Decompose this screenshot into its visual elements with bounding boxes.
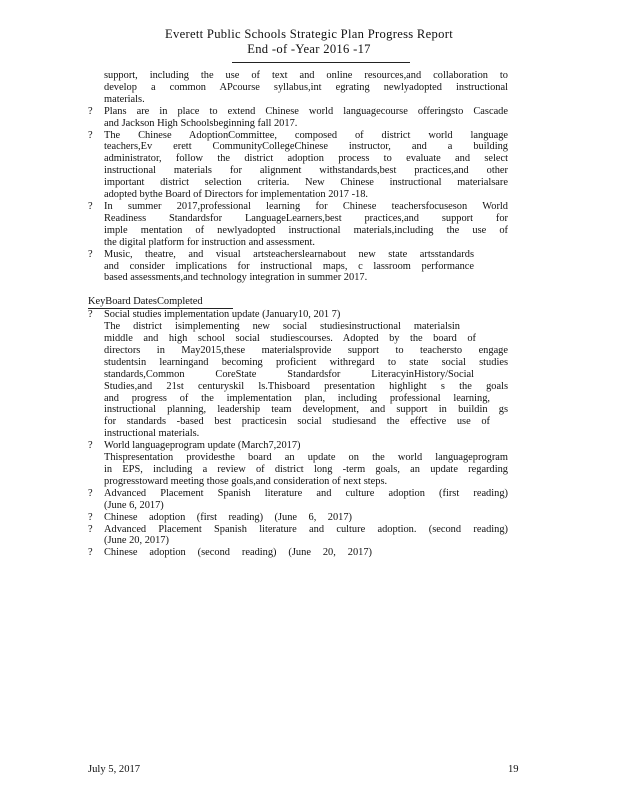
bullet-item <box>88 130 508 201</box>
bullet-marker: ? <box>88 523 93 535</box>
text-line: Chinese adoption (second reading) (June 20, 2017) <box>104 547 372 559</box>
bullet-item <box>88 106 508 130</box>
text-line: Social studies implementation update (January10, 201 7) <box>104 309 341 321</box>
text-line: teachers,Ev erett CommunityCollegeChinese instructor, and a building <box>104 141 508 153</box>
text-line: directors in May2015,these materialsprovide support to teachersto engage <box>104 344 508 356</box>
text-line: for standards -based best practicesin social studiesand the effective use of <box>104 416 490 428</box>
text-line: progresstoward meeting those goals,and consideration of next steps. <box>104 475 388 487</box>
text-line: Advanced Placement Spanish literature and culture adoption (first reading) <box>104 487 508 499</box>
text-line: Music, theatre, and visual artsteacherslearnabout new state artsstandards <box>104 248 474 260</box>
board-date-item <box>88 440 508 488</box>
text-line: and progress of the implementation plan, including professional learning, <box>104 392 490 404</box>
text-line: instructional materials for alignment withstandards,best practices,and other <box>104 165 508 177</box>
board-date-item <box>88 512 508 524</box>
text-line: Readiness Standardsfor LanguageLearners,best practices,and support for <box>104 212 508 224</box>
text-line: Chinese adoption (first reading) (June 6, 2017) <box>104 511 352 523</box>
bullet-item <box>88 201 508 249</box>
text-line: important district selection criteria. New Chinese instructional materialsare <box>104 177 508 189</box>
report-subtitle: End -of -Year 2016 -17 <box>247 42 371 56</box>
text-line: In summer 2017,professional learning for Chinese teachersfocuseson World <box>104 200 508 212</box>
text-line: Plans are in place to extend Chinese world languagecourse offeringsto Cascade <box>104 105 508 117</box>
text-line: imple mentation of newlyadopted instructional materials,including the use of <box>104 224 508 236</box>
text-line: The district isimplementing new social studiesinstructional materialsin <box>104 321 460 333</box>
text-line: based assessments,and technology integration in summer 2017. <box>104 272 368 284</box>
text-line: The Chinese AdoptionCommittee, composed of district world language <box>104 129 508 141</box>
key-board-heading <box>88 296 508 309</box>
bullet-marker: ? <box>88 511 93 523</box>
text-line: materials. <box>104 93 145 105</box>
text-line: instructional planning, leadership team development, and support in buildin gs <box>104 404 508 416</box>
text-line: World languageprogram update (March7,2017) <box>104 440 301 452</box>
page-number: 19 <box>508 764 519 775</box>
bullet-marker: ? <box>88 129 93 141</box>
text-line: and consider implications for instructional maps, c lassroom performance <box>104 260 474 272</box>
report-title: Everett Public Schools Strategic Plan Progress Report <box>164 27 454 41</box>
text-line: studentsin learningand becoming proficient withregard to state social studies <box>104 356 508 368</box>
text-line: and Jackson High Schoolsbeginning fall 2017. <box>104 117 298 129</box>
page-body <box>88 70 508 559</box>
bullet-marker: ? <box>88 105 93 117</box>
footer-date: July 5, 2017 <box>88 764 141 775</box>
bullet-item <box>88 249 508 285</box>
section-heading: KeyBoard DatesCompleted <box>88 296 233 309</box>
bullet-marker: ? <box>88 309 93 321</box>
bullet-marker: ? <box>88 487 93 499</box>
text-line: support, including the use of text and online resources,and collaboration to <box>104 70 508 81</box>
text-line: (June 6, 2017) <box>104 499 164 511</box>
text-line: in EPS, including a review of district long -term goals, an update regarding <box>104 464 508 475</box>
board-date-item <box>88 524 508 548</box>
text-line: administrator, follow the district adoption process to evaluate and select <box>104 153 508 165</box>
text-line: middle and high school social studiescourses. Adopted by the board of <box>104 333 476 345</box>
board-date-item <box>88 488 508 512</box>
board-date-item <box>88 309 508 440</box>
header-rule <box>232 62 410 63</box>
bullet-marker: ? <box>88 547 93 559</box>
text-line: standards,Common CoreState Standardsfor LiteracyinHistory/Social <box>104 368 474 380</box>
text-line: (June 20, 2017) <box>104 535 169 547</box>
text-line: Thispresentation providesthe board an update on the world languageprogram <box>104 452 508 464</box>
bullet-marker: ? <box>88 248 93 260</box>
text-line: develop a common APcourse syllabus,int egrating newlyadopted instructional <box>104 81 508 93</box>
text-line: Studies,and 21st centuryskil ls.Thisboard presentation highlight s the goals <box>104 380 508 392</box>
text-line: Advanced Placement Spanish literature and culture adoption. (second reading) <box>104 523 508 535</box>
intro-paragraph <box>88 70 508 106</box>
text-line: instructional materials. <box>104 428 200 440</box>
bullet-marker: ? <box>88 200 93 212</box>
bullet-marker: ? <box>88 440 93 452</box>
text-line: the digital platform for instruction and assessment. <box>104 236 315 248</box>
text-line: adopted bythe Board of Directors for implementation 2017 -18. <box>104 189 369 201</box>
board-date-item <box>88 547 508 559</box>
